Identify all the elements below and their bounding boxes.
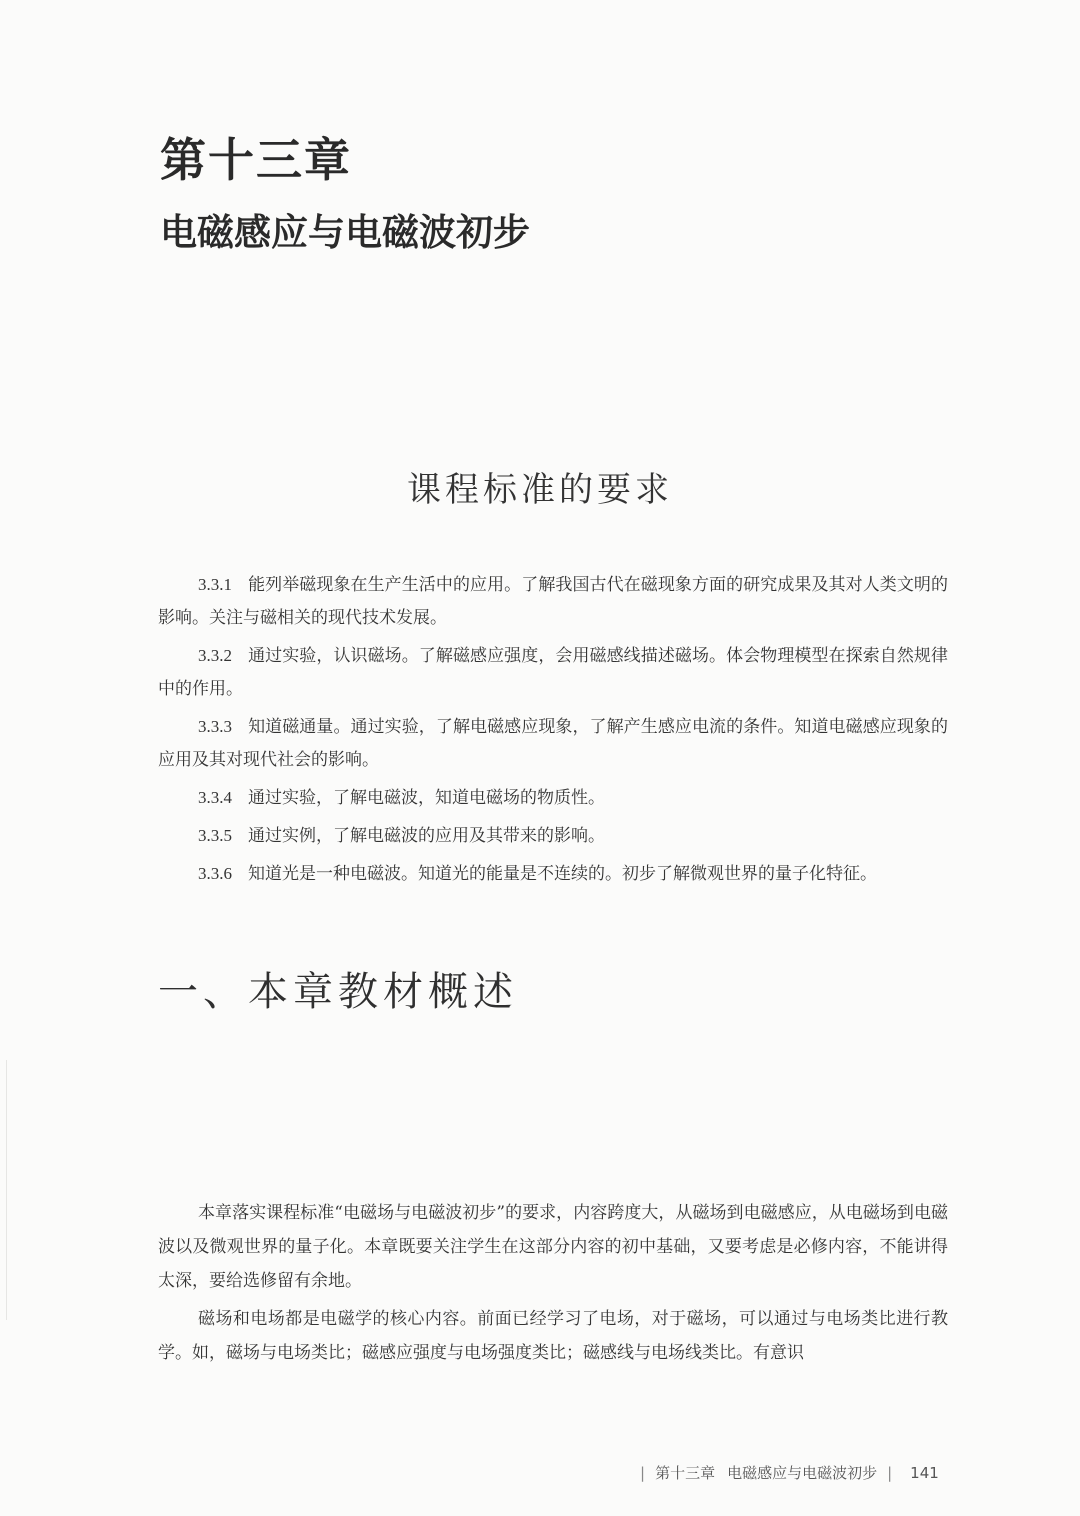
overview-paragraph: 本章落实课程标准“电磁场与电磁波初步”的要求，内容跨度大，从磁场到电磁感应，从电磁场到电磁波以及微观世界的量子化。本章既要关注学生在这部分内容的初中基础，又要考虑是必修内容，不能讲得太深，要给选修留有余地。 [158, 1203, 948, 1291]
standard-text: 通过实验，了解电磁波，知道电磁场的物质性。 [248, 788, 605, 808]
standard-item [158, 710, 948, 777]
footer-chapter: 第十三章 [655, 1464, 716, 1482]
standard-item [158, 568, 948, 635]
chapter-title: 电磁感应与电磁波初步 [160, 210, 530, 254]
standard-code: 3.3.4 [198, 788, 232, 807]
standards-list [158, 568, 948, 895]
standard-code: 3.3.5 [198, 826, 232, 845]
standard-item [158, 639, 948, 706]
standard-text: 知道光是一种电磁波。知道光的能量是不连续的。初步了解微观世界的量子化特征。 [248, 864, 877, 884]
standard-text: 通过实验，认识磁场。了解磁感应强度，会用磁感线描述磁场。体会物理模型在探索自然规律中的作用。 [158, 646, 948, 699]
standard-code: 3.3.6 [198, 864, 232, 883]
chapter-number: 第十三章 [160, 133, 352, 187]
page-number: 141 [910, 1464, 939, 1482]
standard-text: 通过实例，了解电磁波的应用及其带来的影响。 [248, 826, 605, 846]
standard-code: 3.3.2 [198, 646, 232, 665]
standard-text: 知道磁通量。通过实验，了解电磁感应现象，了解产生感应电流的条件。知道电磁感应现象的应用及其对现代社会的影响。 [158, 717, 948, 770]
page-edge-line [6, 1060, 7, 1320]
overview-paragraph: 磁场和电场都是电磁学的核心内容。前面已经学习了电场，对于磁场，可以通过与电场类比进行教学。如，磁场与电场类比；磁感应强度与电场强度类比；磁感线与电场线类比。有意识 [158, 1309, 948, 1363]
footer-separator: | [887, 1464, 893, 1482]
standards-heading: 课程标准的要求 [407, 470, 673, 510]
footer-separator: | [640, 1464, 646, 1482]
standard-item [158, 857, 948, 891]
standard-code: 3.3.1 [198, 575, 232, 594]
standard-item [158, 781, 948, 815]
standard-item [158, 819, 948, 853]
footer-title: 电磁感应与电磁波初步 [727, 1464, 878, 1482]
standard-text: 能列举磁现象在生产生活中的应用。了解我国古代在磁现象方面的研究成果及其对人类文明的影响。关注与磁相关的现代技术发展。 [158, 575, 948, 628]
overview-body [158, 1196, 948, 1374]
overview-heading: 一、本章教材概述 [158, 969, 518, 1015]
standard-code: 3.3.3 [198, 717, 232, 736]
page-footer [630, 1462, 939, 1483]
